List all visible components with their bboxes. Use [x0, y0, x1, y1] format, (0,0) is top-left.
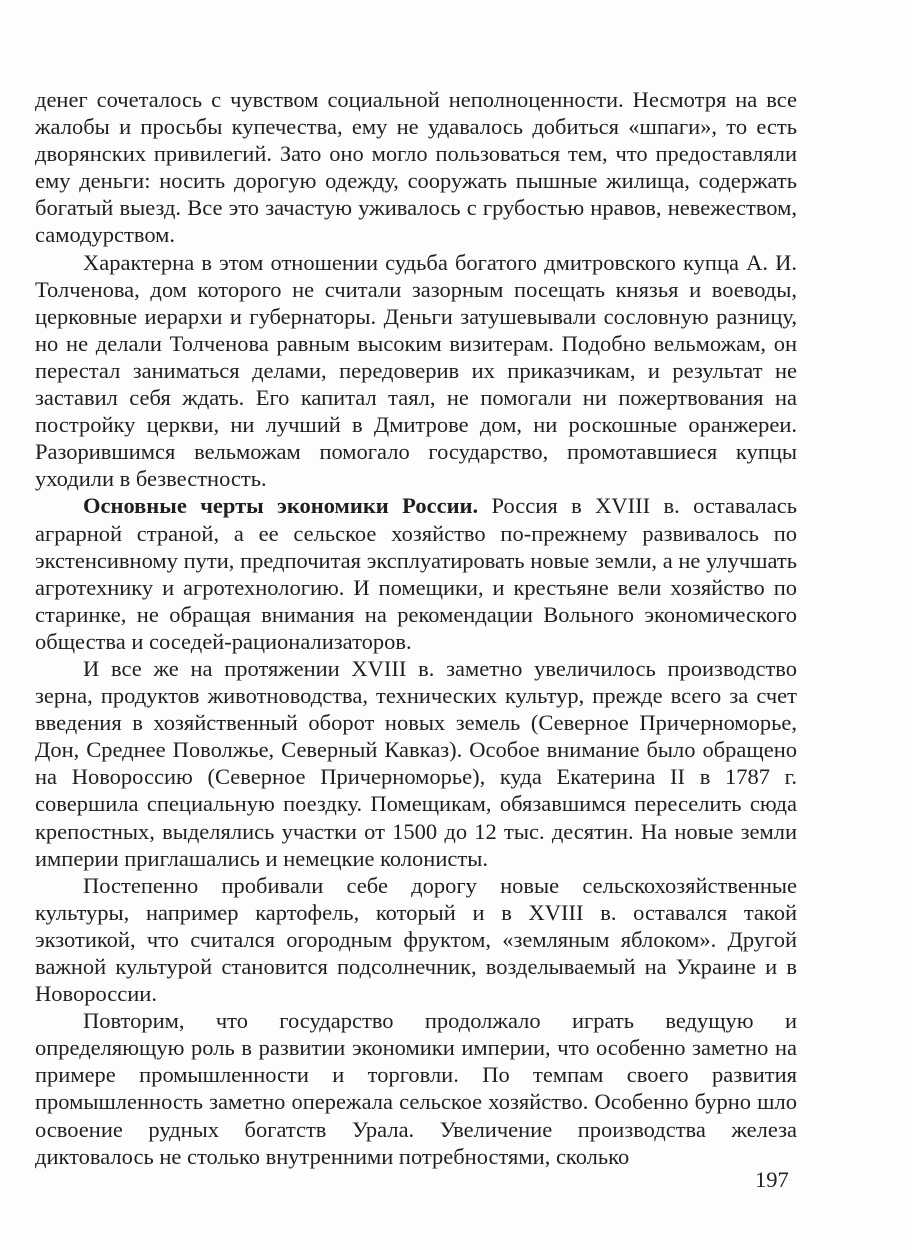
paragraph-1-text: денег сочеталось с чувством социальной неполноценности. Несмотря на все жалобы и просьбы купечества, ему не удавалось добиться «шпаги», то есть дворянских привилегий. Зато оно могло пользоваться тем, что предоставляли ему деньги: носить дорогую одежду, сооружать пышные жилища, содержать богатый выезд. Все это зачастую уживалось с грубостью нравов, невежеством, самодурством. [35, 87, 797, 248]
paragraph-4-text: И все же на протяжении XVIII в. заметно увеличилось производство зерна, продуктов животноводства, технических культур, прежде всего за счет введения в хозяйственный оборот новых земель (Северное Причерноморье, Дон, Среднее Поволжье, Северный Кавказ). Особое внимание было обращено на Новороссию (Северное Причерноморье), куда Екатерина II в 1787 г. совершила специальную поездку. Помещикам, обязавшимся переселить сюда крепостных, выделялись участки от 1500 до 12 тыс. десятин. На новые земли империи приглашались и немецкие колонисты. [35, 655, 797, 871]
paragraph-6 [35, 1007, 797, 1170]
body-text [35, 86, 797, 1170]
section-heading: Основные черты экономики России. [83, 493, 479, 519]
paragraph-2 [35, 249, 797, 493]
paragraph-3-text: Россия в XVIII в. оставалась аграрной страной, а ее сельское хозяйство по-прежнему развивалось по экстенсивному пути, предпочитая эксплуатировать новые земли, а не улучшать агротехнику и агротехнологию. И помещики, и крестьяне вели хозяйство по старинке, не обращая внимания на рекомендации Вольного экономического общества и соседей-рационализаторов. [35, 493, 797, 654]
page-number: 197 [755, 1167, 789, 1192]
paragraph-5-text: Постепенно пробивали себе дорогу новые сельскохозяйственные культуры, например картофель, который и в XVIII в. оставался такой экзотикой, что считался огородным фруктом, «земляным яблоком». Другой важной культурой становится подсолнечник, возделываемый на Украине и в Новороссии. [35, 872, 797, 1007]
paragraph-6-text: Повторим, что государство продолжало играть ведущую и определяющую роль в развитии экономики империи, что особенно заметно на примере промышленности и торговли. По темпам своего развития промышленность заметно опережала сельское хозяйство. Особенно бурно шло освоение рудных богатств Урала. Увеличение производства железа диктовалось не столько внутренними потребностями, сколько [35, 1008, 797, 1169]
paragraph-2-text: Характерна в этом отношении судьба богатого дмитровского купца А. И. Толченова, дом которого не считали зазорным посещать князья и воеводы, церковные иерархи и губернаторы. Деньги затушевывали сословную разницу, но не делали Толченова равным высоким визитерам. Подобно вельможам, он перестал заниматься делами, передоверив их приказчикам, и результат не заставил себя ждать. Его капитал таял, не помогали ни пожертвования на постройку церкви, ни лучший в Дмитрове дом, ни роскошные оранжереи. Разорившимся вельможам помогало государство, промотавшиеся купцы уходили в безвестность. [35, 249, 797, 492]
paragraph-1 [35, 86, 797, 249]
paragraph-5 [35, 872, 797, 1007]
paragraph-4 [35, 655, 797, 872]
paragraph-3 [35, 492, 797, 655]
